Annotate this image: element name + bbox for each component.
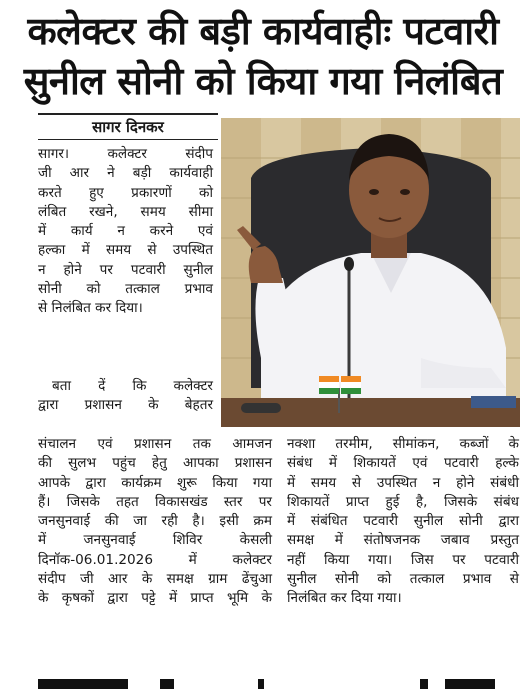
article-line: समक्ष में संतोषजनक जबाव प्रस्तुत [287,532,519,549]
article-column-2 [38,377,213,416]
headline-line-2: सुनील सोनी को किया गया निलंबित [23,59,503,103]
article-line: संचालन एवं प्रशासन तक आमजन [38,436,272,452]
headline [0,6,526,106]
article-line: से निलंबित कर दिया। [38,300,143,317]
article-line: द्वारा प्रशासन के बेहतर [38,397,213,414]
article-line: नक्शा तरमीम, सीमांकन, कब्जों के [287,436,519,452]
article-line: निलंबित कर दिया गया। [287,590,402,607]
article-line: करते हुए प्रकारणों को [38,184,213,201]
news-photo [221,118,520,427]
article-line: नहीं किया गया। जिस पर पटवारी [287,551,519,568]
article-line: की सुलभ पहुंच हेतु आपका प्रशासन [38,455,272,472]
article-line: आपके द्वारा कार्यक्रम शुरू किया गया [38,474,272,491]
article-line: बता दें कि कलेक्टर [52,378,213,394]
article-line: के कृषकों द्वारा पट्टे में प्राप्त भूमि के [38,590,272,607]
article-column-3 [38,435,272,609]
article-line: न होने पर पटवारी सुनील [38,261,213,278]
article-line: हल्का में समय से उपस्थित [38,242,213,259]
article-line: शिकायतें प्राप्त हुई है, जिसके संबंध [287,493,519,510]
article-column-1 [38,145,213,319]
collector-photo-illustration [221,118,520,427]
article-line: संबंध में शिकायतें एवं पटवारी हल्के [287,455,519,472]
cropped-next-headline-strip [0,675,526,689]
article-line: सोनी को तत्काल प्रभाव [38,281,213,298]
article-column-4 [287,435,519,609]
article-line: लंबित रखने, समय सीमा [38,203,213,220]
article-line: सागर। कलेक्टर संदीप [38,146,213,162]
byline: सागर दिनकर [38,113,218,140]
article-line: दिनॉक-06.01.2026 में कलेक्टर [38,551,272,568]
article-line: सुनील सोनी को तत्काल प्रभाव से [287,571,519,588]
article-line: में जनसुनवाई शिविर केसली [38,532,272,549]
article-line: जनसुनवाई की जा रही है। इसी क्रम [38,513,272,530]
article-line: में संबंधित पटवारी सुनील सोनी द्वारा [287,513,519,530]
headline-line-1: कलेक्टर की बड़ी कार्यवाहीः पटवारी [27,9,499,53]
article-line: हैं। जिसके तहत विकासखंड स्तर पर [38,493,272,510]
article-line: में कार्य न करने एवं [38,223,213,240]
article-line: जी आर ने बड़ी कार्यवाही [38,165,213,182]
article-line: संदीप जी आर के समक्ष ग्राम ढेंचुआ [38,571,272,588]
article-line: में समय से उपस्थित न होने संबंधी [287,474,519,491]
